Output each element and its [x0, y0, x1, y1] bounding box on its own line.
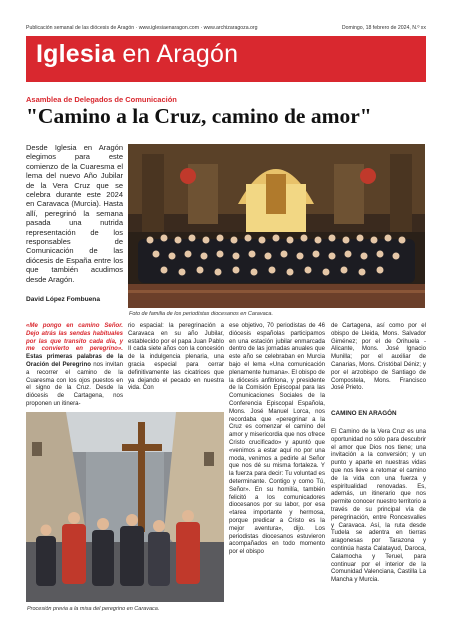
group-photo [128, 144, 425, 308]
body-column-1 [26, 322, 123, 408]
top-bar [26, 24, 426, 33]
article-byline: David López Fombuena [26, 296, 101, 303]
issue-date: Domingo, 18 febrero de 2024, N.º xx [341, 25, 426, 31]
article-lead: Desde Iglesia en Aragón elegimos para este comienzo de la Cuaresma el lema del nuevo Año Jubilar de la Vera Cruz que se celebra durante este 2024 en Caravaca (Murcia). Hasta allí, peregrinó la semana pasada una nutrida representación de los responsables de Comunicación de las diócesis de España entre los que también acudimos desde Aragón. [26, 143, 123, 284]
prayer-quote: «Me pongo en camino Señor. Dejo atrás las sendas habituales por las que transito cada día, y me convierto en peregrino». [26, 322, 123, 353]
masthead-title-bold: Iglesia [36, 40, 116, 68]
procession-photo-caption: Procesión previa a la misa del peregrino en Caravaca. [27, 606, 160, 612]
article-headline: "Camino a la Cruz, camino de amor" [26, 104, 372, 128]
body-column-4: de Cartagena, así como por el obispo de Lleida, Mons. Salvador Giménez; por el de Orihuela - Alicante, Mons. José Ignacio Munilla; por el auxiliar de Canarias, Mons. Cristóbal Déniz; y por el arzobispo de Santiago de Compostela, Mons. Francisco José Prieto. [331, 322, 426, 392]
masthead-title [36, 40, 238, 69]
subhead-camino-aragon: CAMINO EN ARAGÓN [331, 410, 397, 417]
body-column-3: ese objetivo, 70 periodistas de 46 diócesis españolas participamos en una estación jubilar enmarcada dentro de las jornadas anuales que este año se celebraban en Murcia bajo el lema «Una comunicación plenamente humana». El obispo de la diócesis anfitriona, y presidente de la Comisión Episcopal para las Comunicaciones Sociales de la Conferencia Episcopal Española, Mons. José Manuel Lorca, nos recordaba que «peregrinar a la Cruz es comenzar el camino del amor y misericordia que nos ofrece Cristo crucificado» y apuntó que «venimos a estar aquí no por una moda, venimos a pedirle al Señor que nos dé su misma fortaleza. Y la fuerza para decir: Tu voluntad es determinante. Contigo y como Tú, Señor». En su homilía, también felicitó a los comunicadores diocesanos por su labor, por esa «tarea importante y hermosa, porque predicar a Cristo es la mejor aventura», dijo. Los periodistas diocesanos estuvieron acompañados en todo momento por el obispo [229, 322, 325, 556]
publication-info: Publicación semanal de las diócesis de Aragón · www.iglesiaenaragon.com · www.archizaragoza.org [26, 25, 258, 31]
group-photo-caption: Foto de familia de los periodistas diocesanos en Caravaca. [129, 311, 273, 317]
procession-photo [26, 412, 224, 602]
prayer-intro: Estas primeras palabras de la Oración del Peregrino [26, 353, 123, 368]
masthead-title-rest: en Aragón [115, 40, 239, 68]
section-kicker: Asamblea de Delegados de Comunicación [26, 95, 177, 104]
body-column-2: rio espacial: la peregrinación a Caravaca en su año Jubilar, establecido por el papa Juan Pablo II cada siete años con la concesión de la indulgencia plenaria, una gracia especial para cerrar definitivamente las cicatrices que ya dejando el pecado en nuestra vida. Con [128, 322, 224, 392]
body-column-4b: El Camino de la Vera Cruz es una oportunidad no sólo para descubrir el amor que Dios nos tiene; una invitación a la conversión; y un punto y aparte en nuestras vidas que nos lleve a retomar el camino de la vida con una fuerza y espiritualidad renovadas. Es, además, un itinerario que nos permite conocer nuestro territorio a través de su principal vía de peregrinación, entre Roncesvalles y Caravaca. Así, la ruta desde Tudela se adentra en tierras aragonesas por Tarazona y continúa hasta Calatayud, Daroca, Calamocha y Teruel, para continuar por el interior de la Comunidad Valenciana, Castilla La Mancha y Murcia. [331, 428, 426, 584]
masthead [26, 36, 426, 82]
body-text-1: nos invitan a recorrer el camino de la Cuaresma con los ojos puestos en el signo de la Cruz. Desde la diócesis de Cartagena, nos proponen un itinera- [26, 360, 123, 407]
